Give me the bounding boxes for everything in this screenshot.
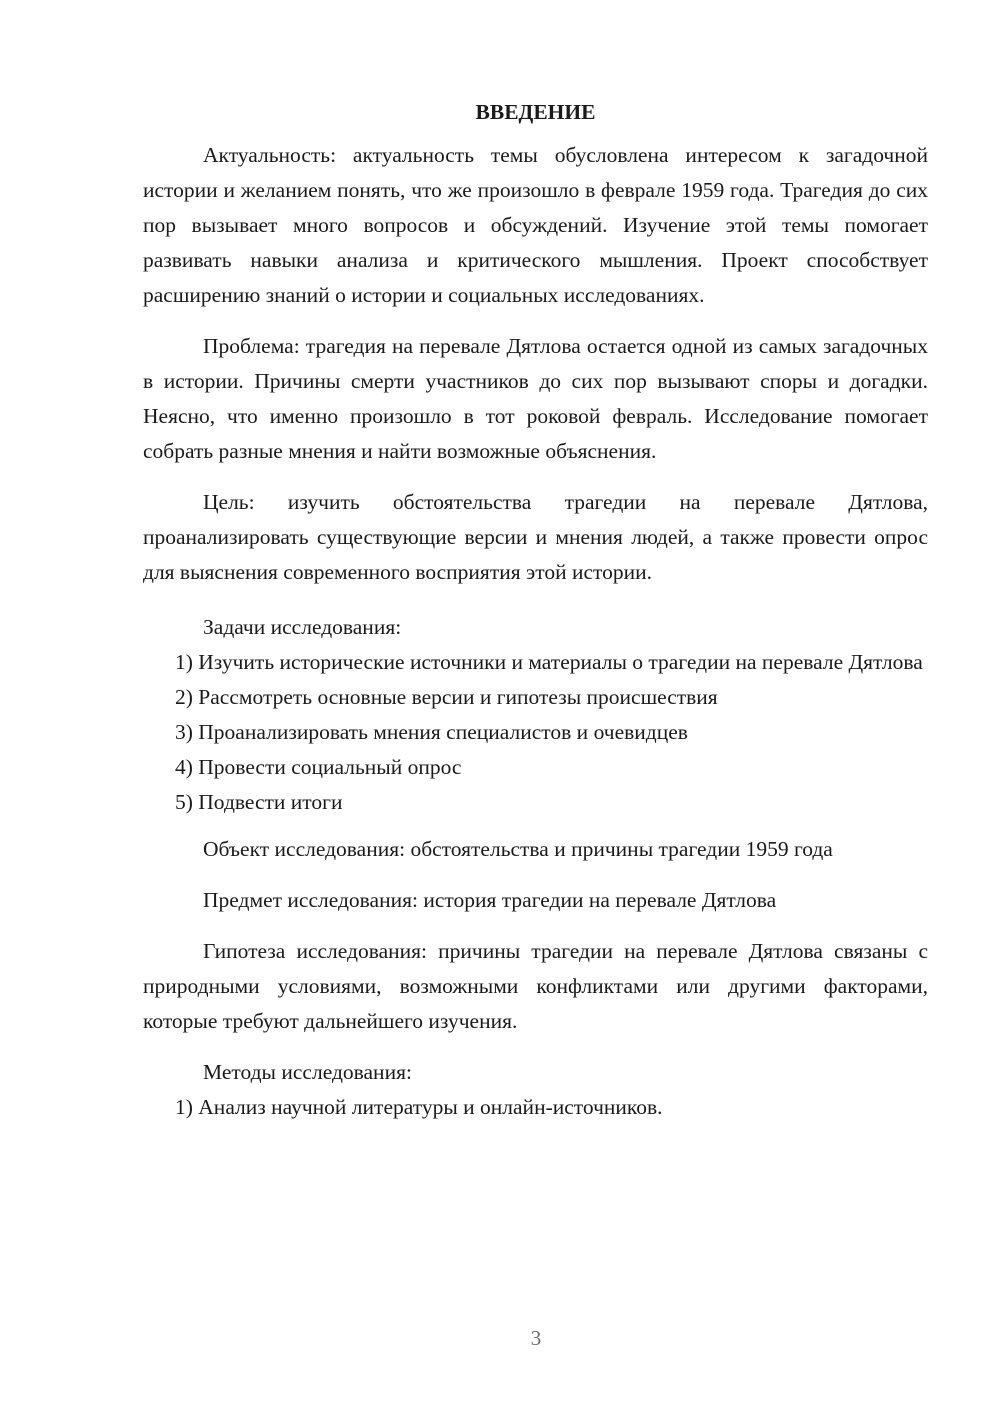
task-item-2: 2) Рассмотреть основные версии и гипотезы происшествия: [175, 685, 718, 709]
goal-paragraph: Цель: изучить обстоятельства трагедии на перевале Дятлова, проанализировать существующие версии и мнения людей, а также провести опрос для выяснения современного восприятия этой истории.: [143, 490, 928, 584]
task-item-3: 3) Проанализировать мнения специалистов и очевидцев: [175, 720, 688, 744]
methods-heading: Методы исследования:: [203, 1060, 412, 1084]
tasks-heading: Задачи исследования:: [203, 615, 402, 639]
object-paragraph: Объект исследования: обстоятельства и причины трагедии 1959 года: [203, 837, 833, 861]
task-item-1: 1) Изучить исторические источники и материалы о трагедии на перевале Дятлова: [175, 650, 923, 674]
document-page: [143, 96, 928, 1125]
relevance-paragraph: Актуальность: актуальность темы обусловлена интересом к загадочной истории и желанием понять, что же произошло в феврале 1959 года. Трагедия до сих пор вызывает много вопросов и обсуждений. Изучение этой темы помогает развивать навыки анализа и критического мышления. Проект способствует расширению знаний о истории и социальных исследованиях.: [143, 143, 928, 307]
subject-paragraph: Предмет исследования: история трагедии на перевале Дятлова: [203, 888, 777, 912]
task-item-5: 5) Подвести итоги: [175, 790, 343, 814]
method-item-1: 1) Анализ научной литературы и онлайн-источников.: [175, 1095, 663, 1119]
task-item-4: 4) Провести социальный опрос: [175, 755, 462, 779]
problem-paragraph: Проблема: трагедия на перевале Дятлова остается одной из самых загадочных в истории. Причины смерти участников до сих пор вызывают споры и догадки. Неясно, что именно произошло в тот роковой февраль. Исследование помогает собрать разные мнения и найти возможные объяснения.: [143, 334, 928, 463]
hypothesis-paragraph: Гипотеза исследования: причины трагедии на перевале Дятлова связаны с природными условиями, возможными конфликтами или другими факторами, которые требуют дальнейшего изучения.: [143, 939, 928, 1033]
page-title: ВВЕДЕНИЕ: [475, 100, 596, 124]
page-number: 3: [530, 1326, 542, 1350]
